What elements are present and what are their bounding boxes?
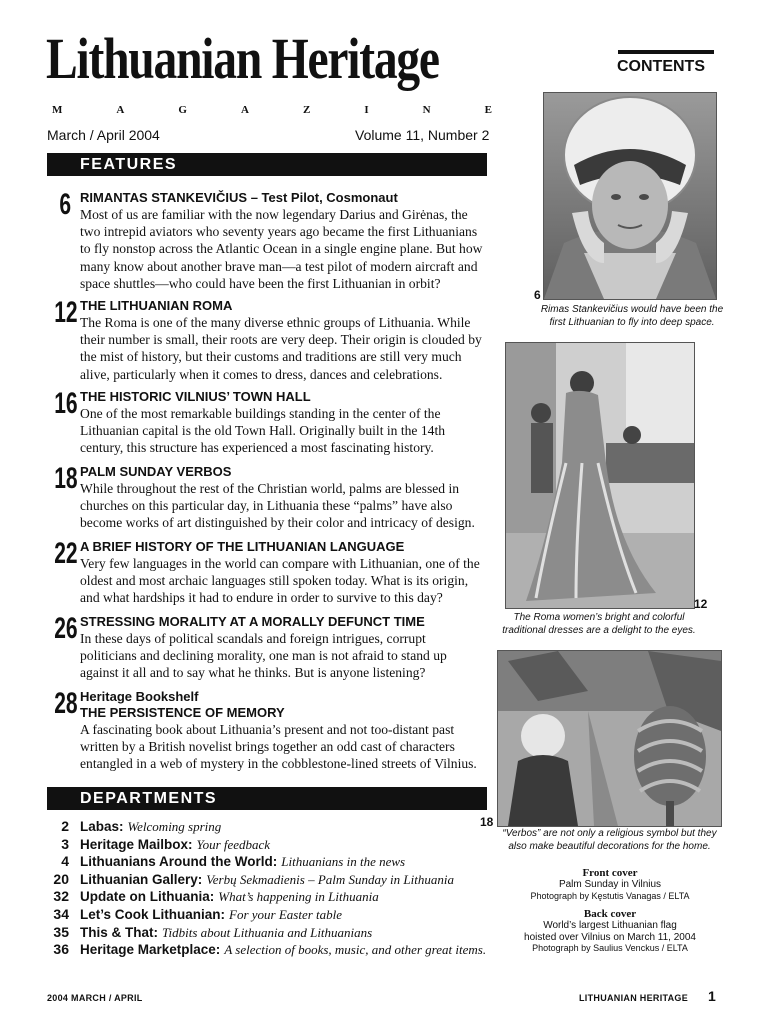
verbos-photo-caption: “Verbos” are not only a religious symbol but they also make beautiful decorations for the home. (502, 828, 717, 852)
article-summary: While throughout the rest of the Christian world, palms are blessed in churches on this particular day, in Lithuania these “palms” have also become works of art distinguished by their color and intricacy of design. (80, 481, 475, 531)
footer-magazine-name: LITHUANIAN HERITAGE (579, 993, 689, 1003)
article-page-number: 6 (59, 188, 71, 221)
article-page-number: 18 (54, 462, 78, 495)
department-item[interactable]: 32 Update on Lithuania: What’s happening in Lithuania (53, 888, 379, 905)
subtitle-letter: G (178, 104, 187, 116)
department-item[interactable]: 4 Lithuanians Around the World: Lithuanians in the news (61, 853, 406, 870)
article-title: THE HISTORIC VILNIUS’ TOWN HALL (80, 389, 311, 404)
article-page-number: 12 (54, 296, 78, 329)
department-item[interactable]: 34 Let’s Cook Lithuanian: For your Easter table (53, 905, 343, 922)
department-item[interactable]: 35 This & That: Tidbits about Lithuania and Lithuanians (53, 923, 373, 940)
subtitle-letter: E (484, 104, 492, 116)
article-summary: One of the most remarkable buildings standing in the center of the Lithuanian capital is the old Town Hall. Originally built in the 14th century, this structure has experienced a most fascinating history. (80, 406, 446, 456)
subtitle-letter: A (116, 104, 125, 116)
article-page-number: 16 (54, 387, 78, 420)
departments-heading: DEPARTMENTS (47, 787, 487, 810)
article-page-number: 28 (54, 687, 78, 720)
subtitle-letter: Z (302, 104, 311, 116)
departments-list (47, 818, 492, 959)
contents-label: CONTENTS (617, 58, 705, 75)
back-cover-credit: Back cover World’s largest Lithuanian flag hoisted over Vilnius on March 11, 2004 Photograph by Saulius Venckus / ELTA (524, 908, 696, 953)
contents-rule (618, 50, 714, 54)
article-summary: In these days of political scandals and foreign intrigues, corrupt politicians and declining morality, one man is not afraid to stand up against it all and to say what he thinks. But is anyone listening? (80, 631, 447, 681)
article-title: STRESSING MORALITY AT A MORALLY DEFUNCT TIME (80, 614, 425, 629)
article-title: A BRIEF HISTORY OF THE LITHUANIAN LANGUAGE (80, 539, 405, 554)
article-summary: Very few languages in the world can compare with Lithuanian, one of the oldest and most archaic languages still spoken today. What is its origin, and what hardships it had to endure in order to survive to this day? (80, 556, 480, 606)
department-item[interactable]: 20 Lithuanian Gallery: Verbų Sekmadienis – Palm Sunday in Lithuania (53, 870, 454, 887)
photo-page-number: 18 (480, 815, 494, 829)
features-heading: FEATURES (47, 153, 487, 176)
roma-photo[interactable] (505, 342, 695, 609)
article-summary: The Roma is one of the many diverse ethnic groups of Lithuania. While their number is small, their roots are very deep. Their origin is clouded by the mist of history, but their customs and traditions are still very much alive, particularly when it comes to dress, dances and celebrations. (80, 315, 482, 382)
department-item[interactable]: 36 Heritage Marketplace: A selection of books, music, and other great items. (53, 941, 487, 958)
department-item[interactable]: 2 Labas: Welcoming spring (61, 818, 222, 834)
article-title: THE PERSISTENCE OF MEMORY (80, 705, 285, 720)
verbos-photo[interactable] (497, 650, 722, 827)
footer-page-number: 1 (708, 988, 716, 1004)
article-summary: A fascinating book about Lithuania’s present and not too-distant past written by a British novelist brings together an odd cast of characters entangled in a web of mystery in the cobblestone-lined streets of Vilnius. (80, 722, 477, 772)
article-title: THE LITHUANIAN ROMA (80, 298, 233, 313)
article-title: RIMANTAS STANKEVIČIUS – Test Pilot, Cosmonaut (80, 190, 398, 205)
subtitle-letter: I (364, 104, 369, 116)
footer-date: 2004 MARCH / APRIL (47, 993, 143, 1003)
department-item[interactable]: 3 Heritage Mailbox: Your feedback (61, 835, 271, 852)
article-title: PALM SUNDAY VERBOS (80, 464, 232, 479)
issue-volume: Volume 11, Number 2 (355, 127, 490, 143)
article-summary: Most of us are familiar with the now legendary Darius and Girėnas, the two intrepid aviators who seventy years ago became the first Lithuanians to fly nonstop across the Atlantic Ocean in a single engine plane. But how many know about another brave man—a test pilot of modern aircraft and space shuttles—who could have been the first Lithuanian in orbit? (80, 207, 483, 291)
magazine-subtitle (52, 104, 492, 116)
roma-photo-caption: The Roma women’s bright and colorful traditional dresses are a delight to the eyes. (502, 612, 696, 636)
pilot-photo[interactable] (543, 92, 717, 300)
pilot-photo-caption: Rimas Stankevičius would have been the first Lithuanian to fly into deep space. (540, 304, 724, 328)
issue-date: March / April 2004 (47, 127, 160, 143)
article-page-number: 26 (54, 612, 78, 645)
subtitle-letter: A (241, 104, 249, 116)
photo-page-number: 12 (694, 597, 708, 611)
photo-page-number: 6 (534, 288, 541, 302)
magazine-title: Lithuanian Heritage (46, 26, 439, 91)
subtitle-letter: M (52, 104, 63, 116)
subtitle-letter: N (422, 104, 431, 116)
front-cover-credit: Front cover Palm Sunday in Vilnius Photograph by Kęstutis Vanagas / ELTA (530, 867, 690, 901)
article-kicker: Heritage Bookshelf (80, 689, 199, 704)
article-page-number: 22 (54, 537, 78, 570)
